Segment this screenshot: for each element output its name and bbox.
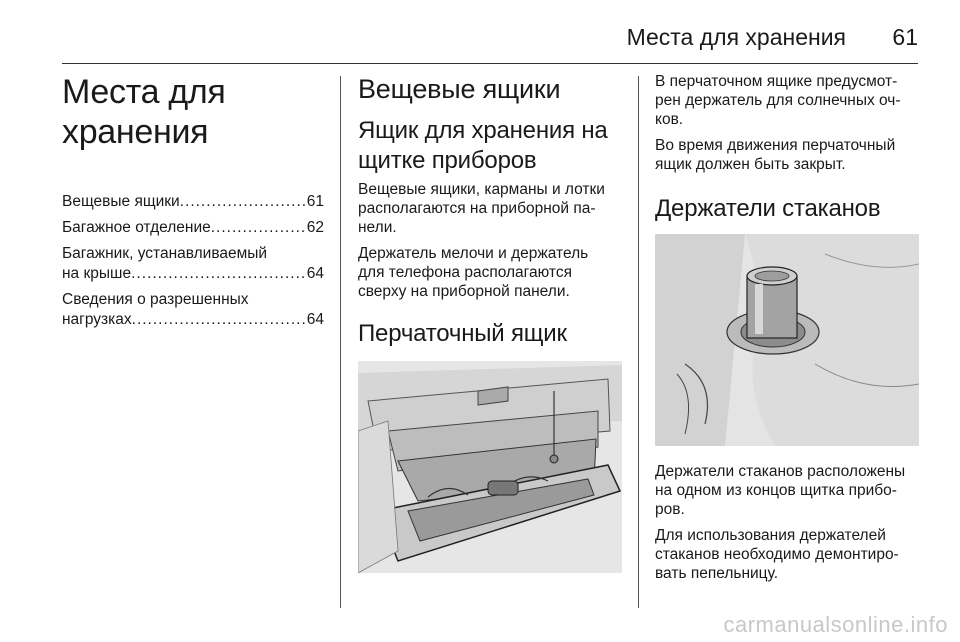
glovebox-illustration — [358, 361, 622, 573]
toc-entry[interactable] — [62, 192, 324, 212]
page-header — [62, 18, 918, 64]
subsection-heading: Перчаточный ящик — [358, 320, 567, 347]
toc-entry-page: 64 — [306, 311, 324, 328]
toc-entry-label-line1: Сведения о разрешенных — [62, 291, 249, 308]
toc-entry-page: 64 — [306, 265, 324, 282]
toc-entry-label: на крыше — [62, 265, 132, 282]
paragraph: Во время движения перчаточный ящик должен быть закрыт. — [655, 137, 896, 173]
paragraph: В перчаточном ящике предусмот- рен держатель для солнечных оч- ков. — [655, 73, 901, 128]
toc-leader — [132, 310, 305, 330]
watermark: carmanualsonline.info — [723, 612, 948, 637]
running-title: Места для хранения — [626, 24, 846, 50]
page-number: 61 — [892, 24, 918, 50]
subsection-heading-line: щитке приборов — [358, 147, 537, 174]
subsection-heading-line: Ящик для хранения на — [358, 117, 608, 144]
toc-entry[interactable] — [62, 290, 324, 330]
column-divider-left — [340, 76, 341, 608]
subsection-heading: Держатели стаканов — [655, 195, 881, 222]
paragraph: Вещевые ящики, карманы и лотки располагаются на приборной па- нели. — [358, 181, 605, 236]
toc-entry-label: Багажное отделение — [62, 219, 211, 236]
toc-column — [62, 72, 324, 336]
chapter-title: Места для хранения — [62, 73, 226, 151]
table-of-contents — [62, 192, 324, 330]
column-divider-right — [638, 76, 639, 608]
glovebox-drawing — [358, 361, 622, 573]
toc-leader — [131, 264, 305, 284]
toc-entry-page: 62 — [306, 219, 324, 236]
paragraph: Для использования держателей стаканов необходимо демонтиро- вать пепельницу. — [655, 527, 899, 582]
toc-entry-page: 61 — [306, 193, 324, 210]
paragraph: Держатель мелочи и держатель для телефона располагаются сверху на приборной панели. — [358, 245, 589, 300]
toc-entry-label: Вещевые ящики — [62, 193, 180, 210]
cupholder-illustration — [655, 234, 919, 446]
cupholder-drawing — [655, 234, 919, 446]
toc-leader — [180, 192, 305, 212]
storage-column — [358, 72, 622, 573]
toc-entry-label-line1: Багажник, устанавливаемый — [62, 245, 268, 262]
toc-entry[interactable] — [62, 218, 324, 238]
cupholder-column — [655, 72, 920, 583]
toc-entry-label: нагрузках — [62, 311, 132, 328]
paragraph: Держатели стаканов расположены на одном из концов щитка прибо- ров. — [655, 463, 906, 518]
section-heading: Вещевые ящики — [358, 74, 561, 104]
subsection-heading — [358, 116, 622, 176]
toc-entry[interactable] — [62, 244, 324, 284]
toc-leader — [211, 218, 305, 238]
